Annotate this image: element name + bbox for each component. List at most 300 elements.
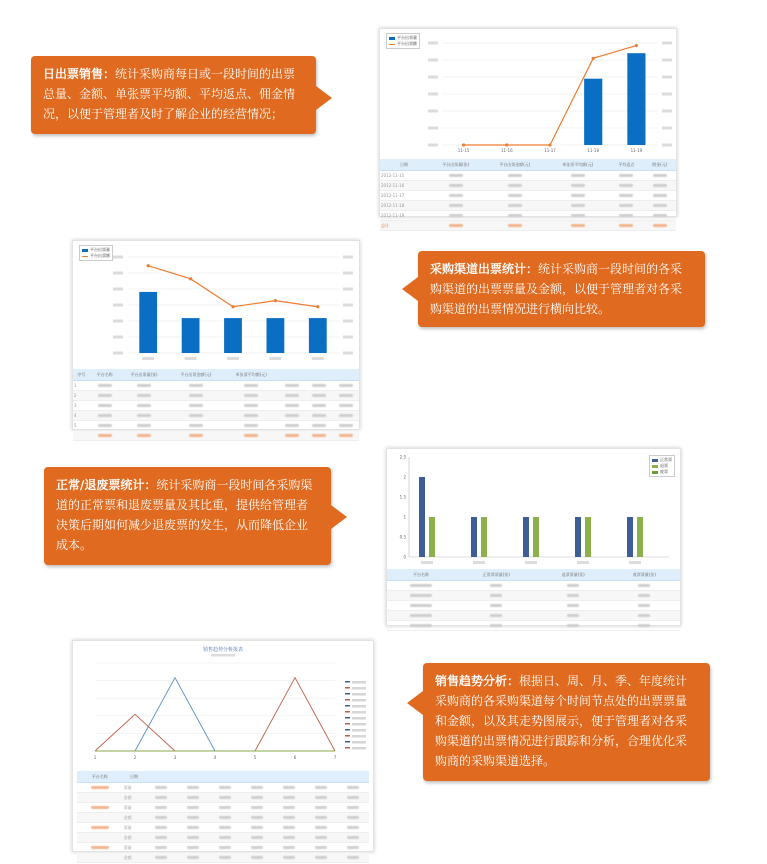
channel-table — [73, 369, 359, 441]
trend-analysis-chart — [73, 641, 373, 769]
blurred-value — [98, 384, 112, 387]
value-cell — [145, 783, 177, 793]
legend-label: 正常票 — [660, 457, 672, 462]
value-cell — [224, 381, 279, 391]
table-header: 平台名称 — [387, 569, 455, 581]
line-point — [316, 305, 319, 308]
blurred-value — [567, 614, 579, 617]
date-cell: 2012-11-15 — [380, 171, 428, 181]
value-cell — [145, 803, 177, 813]
blurred-value — [638, 614, 650, 617]
callout-daily-text: 统计采购商每日或一段时间的出票总量、金额、单张票平均额、平均返点、佣金情况，以便于管理者及时了解企业的经营情况； — [43, 67, 296, 121]
y2-tick-label — [662, 127, 672, 130]
blurred-value — [98, 404, 112, 407]
value-cell — [90, 391, 120, 401]
blurred-value — [410, 594, 432, 597]
blurred-value — [315, 846, 327, 849]
value-cell — [279, 411, 306, 421]
blurred-value — [410, 624, 432, 627]
blurred-value — [315, 816, 327, 819]
platform-cell — [77, 843, 123, 853]
legend-label — [352, 687, 366, 690]
blurred-value — [283, 806, 295, 809]
table-header: 平台出票量(张) — [120, 369, 169, 381]
value-cell — [337, 813, 369, 823]
legend-swatch — [345, 741, 350, 743]
y2-tick-label — [662, 110, 672, 113]
table-header — [305, 771, 337, 783]
value-cell — [273, 853, 305, 863]
blurred-value — [347, 806, 359, 809]
blurred-value — [155, 826, 167, 829]
callout-arrow — [407, 691, 423, 715]
blurred-value — [137, 384, 151, 387]
series-line — [464, 46, 637, 145]
date-cell: 2012-11-18 — [380, 201, 428, 211]
x-tick-label: 2 — [133, 755, 137, 760]
platform-cell — [77, 793, 123, 803]
blurred-value — [490, 624, 502, 627]
value-cell — [305, 853, 337, 863]
legend-label: 平台出票额 — [90, 253, 110, 258]
value-cell — [428, 201, 483, 211]
line-point — [189, 277, 192, 280]
value-cell — [209, 783, 241, 793]
y2-tick-label — [662, 93, 672, 96]
table-row — [380, 201, 676, 211]
platform-cell — [77, 813, 123, 823]
y-tick-label — [428, 144, 438, 147]
table-row — [77, 843, 369, 853]
value-cell — [609, 201, 643, 211]
series-line — [95, 678, 335, 751]
total-label: 总计 — [380, 221, 428, 231]
x-tick-label: 1 — [93, 755, 97, 760]
blurred-value — [410, 584, 432, 587]
value-cell — [387, 611, 455, 621]
value-cell — [546, 211, 609, 221]
value-cell — [609, 591, 680, 601]
value-cell — [145, 843, 177, 853]
x-tick-label: 11-16 — [500, 148, 513, 153]
value-cell — [332, 411, 359, 421]
value-cell — [168, 401, 223, 411]
blurred-value — [98, 414, 112, 417]
table-row — [73, 411, 359, 421]
legend-swatch — [345, 699, 350, 701]
value-cell — [209, 843, 241, 853]
value-cell — [306, 381, 333, 391]
legend-label — [352, 729, 366, 732]
blurred-value — [490, 584, 502, 587]
y-tick-label: 1 — [403, 514, 406, 520]
blurred-value — [347, 796, 359, 799]
value-cell — [120, 411, 169, 421]
value-cell — [332, 421, 359, 431]
blurred-value — [219, 796, 231, 799]
y-tick-label — [113, 304, 123, 307]
blurred-value — [283, 856, 295, 859]
callout-refund-stats — [44, 467, 331, 565]
value-cell — [168, 411, 223, 421]
value-cell — [305, 783, 337, 793]
blurred-value — [312, 404, 326, 407]
blurred-value — [244, 404, 258, 407]
table-row — [77, 813, 369, 823]
table-header: 单张票平均额(元) — [224, 369, 279, 381]
daily-sales-panel — [379, 28, 677, 228]
value-cell — [643, 221, 676, 231]
value-cell — [305, 833, 337, 843]
y-tick-label — [428, 110, 438, 113]
blurred-value — [449, 204, 463, 207]
value-cell — [145, 813, 177, 823]
legend-swatch — [345, 687, 350, 689]
value-cell — [546, 171, 609, 181]
value-cell — [273, 803, 305, 813]
callout-arrow — [331, 505, 347, 529]
bar — [471, 517, 477, 557]
value-cell — [279, 381, 306, 391]
x-tick-label: 11-17 — [544, 148, 556, 153]
value-cell — [241, 783, 273, 793]
table-row — [77, 793, 369, 803]
blurred-value — [283, 836, 295, 839]
blurred-value — [571, 214, 585, 217]
value-cell — [337, 783, 369, 793]
series-line — [95, 714, 335, 751]
table-row — [73, 421, 359, 431]
value-cell — [643, 211, 676, 221]
table-header: 正常票票量(张) — [455, 569, 538, 581]
bar — [266, 318, 284, 353]
blurred-value — [155, 806, 167, 809]
value-cell — [643, 171, 676, 181]
value-cell — [224, 391, 279, 401]
value-cell — [209, 813, 241, 823]
bar — [575, 517, 581, 557]
callout-refund-title: 正常/退废票统计： — [56, 478, 157, 492]
line-point — [505, 143, 508, 146]
blurred-value — [508, 194, 522, 197]
table-row — [77, 833, 369, 843]
y-tick-label: 2 — [403, 474, 406, 480]
value-cell — [241, 793, 273, 803]
line-point — [635, 44, 638, 47]
value-cell — [546, 181, 609, 191]
table-header: 平均返点 — [609, 159, 643, 171]
value-cell — [305, 843, 337, 853]
blurred-value — [91, 806, 109, 809]
daily-legend — [386, 33, 420, 49]
value-cell — [120, 421, 169, 431]
value-cell — [120, 391, 169, 401]
platform-cell — [77, 823, 123, 833]
blurred-value — [571, 184, 585, 187]
value-cell — [209, 853, 241, 863]
value-cell — [145, 823, 177, 833]
x-tick-label — [227, 357, 239, 360]
blurred-value — [244, 394, 258, 397]
x-tick-label: 3 — [173, 755, 177, 760]
value-cell — [483, 171, 546, 181]
legend-label — [352, 693, 366, 696]
blurred-value — [638, 624, 650, 627]
value-cell — [120, 381, 169, 391]
table-header: 平台出票金额(元) — [168, 369, 223, 381]
legend-swatch — [345, 723, 350, 725]
blurred-value — [137, 404, 151, 407]
value-cell — [337, 803, 369, 813]
value-cell — [609, 211, 643, 221]
callout-trend-analysis — [423, 663, 710, 781]
value-cell — [387, 621, 455, 631]
x-tick-label — [421, 561, 433, 564]
metric-label: 票量 — [123, 783, 146, 793]
blurred-value — [347, 826, 359, 829]
value-cell — [241, 833, 273, 843]
y2-tick-label — [343, 256, 353, 259]
blurred-value — [508, 214, 522, 217]
x-tick-label: 7 — [333, 755, 337, 760]
value-cell — [90, 431, 120, 441]
value-cell — [273, 843, 305, 853]
callout-channel-text: 统计采购商一段时间的各采购渠道的出票票量及金额，以便于管理者对各采购渠道的出票情况进行横向比较。 — [430, 262, 683, 316]
value-cell — [177, 843, 209, 853]
table-header — [177, 771, 209, 783]
legend-swatch — [345, 681, 350, 683]
channel-stats-panel — [72, 240, 360, 430]
value-cell — [305, 813, 337, 823]
value-cell — [145, 833, 177, 843]
blurred-value — [187, 786, 199, 789]
blurred-value — [312, 434, 326, 437]
bar — [584, 79, 602, 145]
blurred-value — [244, 414, 258, 417]
blurred-value — [312, 384, 326, 387]
blurred-value — [571, 174, 585, 177]
y-tick-label — [113, 272, 123, 275]
x-tick-label: 11-15 — [457, 148, 470, 153]
blurred-value — [619, 204, 633, 207]
value-cell — [455, 621, 538, 631]
blurred-value — [219, 836, 231, 839]
bar — [637, 517, 643, 557]
table-header: 佣金(元) — [643, 159, 676, 171]
value-cell — [279, 401, 306, 411]
channel-stats-chart — [73, 241, 359, 369]
table-header — [306, 369, 333, 381]
blurred-value — [449, 214, 463, 217]
blurred-value — [137, 394, 151, 397]
y-tick-label — [428, 59, 438, 62]
line-point — [548, 143, 551, 146]
table-header: 平台出票量(张) — [428, 159, 483, 171]
blurred-value — [283, 796, 295, 799]
y-tick-label — [428, 93, 438, 96]
value-cell — [241, 853, 273, 863]
blurred-value — [567, 624, 579, 627]
value-cell — [332, 401, 359, 411]
value-cell — [177, 813, 209, 823]
table-row — [73, 391, 359, 401]
table-header — [337, 771, 369, 783]
value-cell — [483, 181, 546, 191]
blurred-value — [347, 786, 359, 789]
blurred-value — [251, 806, 263, 809]
value-cell — [546, 201, 609, 211]
metric-label: 票量 — [123, 823, 146, 833]
x-tick-label — [269, 357, 281, 360]
table-row — [387, 591, 680, 601]
value-cell — [643, 181, 676, 191]
metric-label: 票量 — [123, 843, 146, 853]
blurred-value — [251, 826, 263, 829]
blurred-value — [137, 424, 151, 427]
value-cell — [168, 391, 223, 401]
blurred-value — [137, 434, 151, 437]
x-tick-label: 11-19 — [630, 148, 643, 153]
platform-cell — [77, 783, 123, 793]
callout-daily-sales — [31, 56, 316, 134]
value-cell — [168, 381, 223, 391]
refund-legend — [649, 455, 675, 477]
value-cell — [538, 601, 609, 611]
blurred-value — [189, 394, 203, 397]
value-cell — [483, 221, 546, 231]
blurred-value — [251, 796, 263, 799]
value-cell — [609, 191, 643, 201]
callout-trend-title: 销售趋势分析： — [435, 674, 520, 688]
value-cell — [428, 221, 483, 231]
value-cell — [387, 601, 455, 611]
blurred-value — [312, 394, 326, 397]
value-cell — [538, 591, 609, 601]
value-cell — [209, 793, 241, 803]
line-point — [231, 305, 234, 308]
blurred-value — [347, 816, 359, 819]
y2-tick-label — [662, 76, 672, 79]
value-cell — [305, 793, 337, 803]
total-row — [380, 221, 676, 231]
y2-tick-label — [343, 272, 353, 275]
blurred-value — [653, 184, 667, 187]
blurred-value — [219, 806, 231, 809]
y-tick-label — [113, 256, 123, 259]
value-cell — [145, 793, 177, 803]
value-cell — [455, 601, 538, 611]
bar — [585, 517, 591, 557]
blurred-value — [187, 816, 199, 819]
value-cell — [643, 191, 676, 201]
x-tick-label — [185, 357, 197, 360]
legend-label — [352, 717, 366, 720]
table-header: 序号 — [73, 369, 90, 381]
value-cell — [90, 401, 120, 411]
legend-swatch — [345, 735, 350, 737]
blurred-value — [244, 434, 258, 437]
value-cell — [209, 803, 241, 813]
table-row — [77, 803, 369, 813]
blurred-value — [187, 796, 199, 799]
table-header — [279, 369, 306, 381]
y-tick-label — [113, 320, 123, 323]
value-cell — [609, 181, 643, 191]
index-cell — [73, 431, 90, 441]
blurred-value — [410, 604, 432, 607]
daily-table — [380, 159, 676, 231]
value-cell — [241, 813, 273, 823]
legend-label: 退票 — [660, 463, 668, 468]
bar — [523, 517, 529, 557]
channel-legend — [79, 245, 113, 261]
legend-swatch — [345, 705, 350, 707]
line-point — [462, 143, 465, 146]
blurred-value — [98, 424, 112, 427]
blurred-value — [251, 816, 263, 819]
value-cell — [273, 793, 305, 803]
blurred-value — [285, 394, 299, 397]
blurred-value — [449, 194, 463, 197]
legend-label — [352, 723, 366, 726]
blurred-value — [312, 414, 326, 417]
value-cell — [177, 853, 209, 863]
value-cell — [306, 431, 333, 441]
blurred-value — [571, 224, 585, 227]
legend-label — [352, 699, 366, 702]
value-cell — [538, 621, 609, 631]
blurred-value — [155, 856, 167, 859]
bar — [627, 517, 633, 557]
value-cell — [306, 421, 333, 431]
blurred-value — [283, 826, 295, 829]
value-cell — [609, 171, 643, 181]
blurred-value — [347, 856, 359, 859]
blurred-value — [219, 786, 231, 789]
value-cell — [609, 611, 680, 621]
bar — [429, 517, 435, 557]
y-tick-label — [428, 42, 438, 45]
blurred-value — [339, 434, 353, 437]
blurred-value — [315, 856, 327, 859]
legend-swatch — [345, 711, 350, 713]
blurred-value — [490, 594, 502, 597]
daily-sales-chart — [380, 29, 676, 159]
blurred-value — [653, 214, 667, 217]
value-cell — [609, 601, 680, 611]
value-cell — [241, 843, 273, 853]
value-cell — [538, 581, 609, 591]
y-tick-label: 0.5 — [399, 534, 406, 540]
blurred-value — [285, 434, 299, 437]
metric-label: 金额 — [123, 793, 146, 803]
blurred-value — [189, 434, 203, 437]
value-cell — [90, 381, 120, 391]
metric-label: 金额 — [123, 813, 146, 823]
value-cell — [337, 793, 369, 803]
legend-label — [352, 705, 366, 708]
value-cell — [224, 401, 279, 411]
value-cell — [177, 833, 209, 843]
blurred-value — [283, 846, 295, 849]
blurred-value — [283, 786, 295, 789]
bar — [309, 318, 327, 353]
table-row — [77, 783, 369, 793]
blurred-value — [155, 836, 167, 839]
index-cell: 4 — [73, 411, 90, 421]
metric-label: 金额 — [123, 833, 146, 843]
blurred-value — [155, 796, 167, 799]
